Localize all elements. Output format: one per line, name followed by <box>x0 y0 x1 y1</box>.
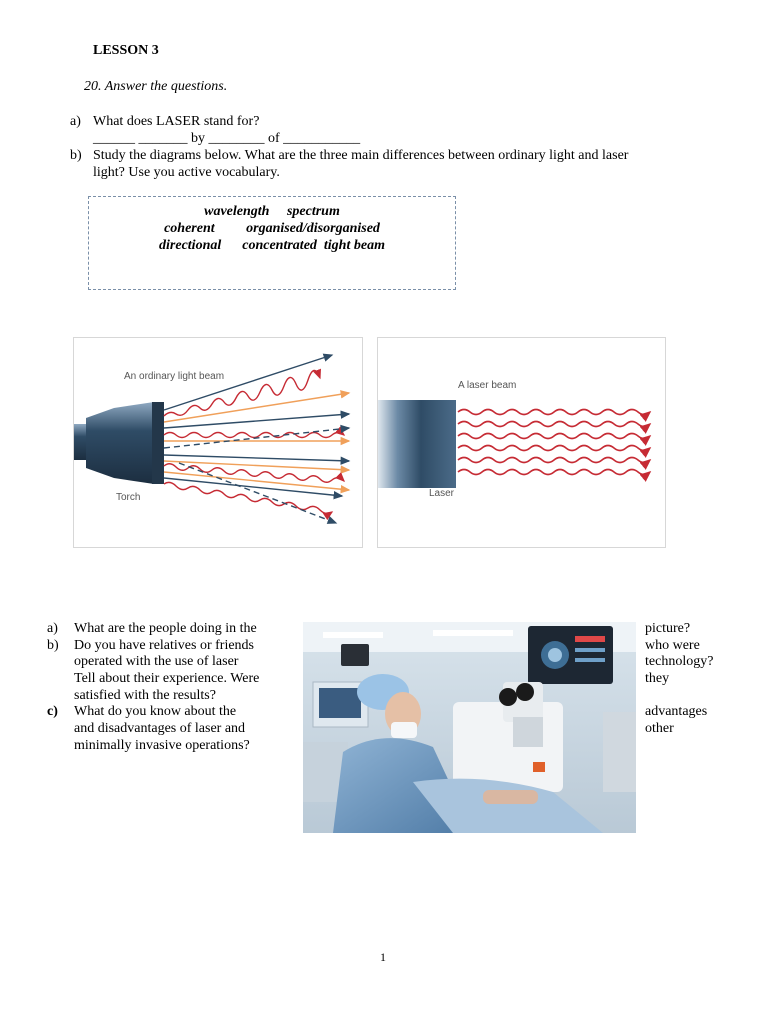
question-a <box>70 113 720 130</box>
surgery-photo <box>303 622 636 833</box>
page-number: 1 <box>380 950 386 964</box>
diagram-title: An ordinary light beam <box>124 371 225 382</box>
exercise-instruction: 20. Answer the questions. <box>84 79 228 94</box>
question-text: satisfied with the results? <box>74 687 216 703</box>
torch-body <box>86 402 154 484</box>
question-continuations <box>645 620 765 737</box>
question-label: b) <box>70 148 82 163</box>
lesson-title: LESSON 3 <box>93 43 159 58</box>
vocab-line: directional concentrated tight beam <box>159 238 385 253</box>
question-text <box>645 687 765 704</box>
bottom-questions <box>47 620 297 754</box>
question-text: Study the diagrams below. What are the three main differences between ordinary light and laser <box>93 148 629 163</box>
question-b-cont <box>93 164 693 181</box>
blank-line: ______ _______ by ________ of ___________ <box>93 131 361 146</box>
laser-beam-illustration <box>378 338 665 547</box>
question-label: a) <box>70 114 81 129</box>
ordinary-light-diagram <box>73 337 363 548</box>
question-text: who were <box>645 637 700 653</box>
question-text: operated with the use of laser <box>74 654 239 670</box>
torch-lens <box>152 402 164 484</box>
question-a-blanks <box>93 130 693 147</box>
question-text: they <box>645 671 670 687</box>
vocab-line: wavelength spectrum <box>204 204 340 219</box>
question-label: b) <box>47 637 59 653</box>
question-text: minimally invasive operations? <box>74 737 250 753</box>
question-text: advantages <box>645 704 708 720</box>
question-b <box>70 147 750 164</box>
question-label: c) <box>47 704 58 720</box>
question-c <box>47 703 297 720</box>
laser-beam-diagram <box>377 337 666 548</box>
operating-room-image <box>303 622 636 833</box>
question-text: and disadvantages of laser and <box>74 721 246 737</box>
question-text: light? Use you active vocabulary. <box>93 165 280 180</box>
question-text: technology? <box>645 654 714 670</box>
question-b <box>47 637 297 654</box>
vocab-line: coherent organised/disorganised <box>164 221 380 236</box>
vocabulary-box <box>88 196 456 290</box>
question-text: Tell about their experience. Were <box>74 671 260 687</box>
question-a <box>47 620 297 637</box>
question-text: other <box>645 721 674 737</box>
question-text: What do you know about the <box>74 704 237 720</box>
question-text: picture? <box>645 621 691 636</box>
question-text: Do you have relatives or friends <box>74 637 254 653</box>
question-text: What does LASER stand for? <box>93 114 260 129</box>
torch-handle <box>74 424 88 460</box>
laser-label: Laser <box>429 488 455 499</box>
torch-label: Torch <box>116 492 141 503</box>
question-label: a) <box>47 621 58 636</box>
ordinary-light-illustration <box>74 338 362 547</box>
diagram-title: A laser beam <box>458 380 517 391</box>
laser-device <box>378 400 456 488</box>
question-text: What are the people doing in the <box>74 621 257 636</box>
